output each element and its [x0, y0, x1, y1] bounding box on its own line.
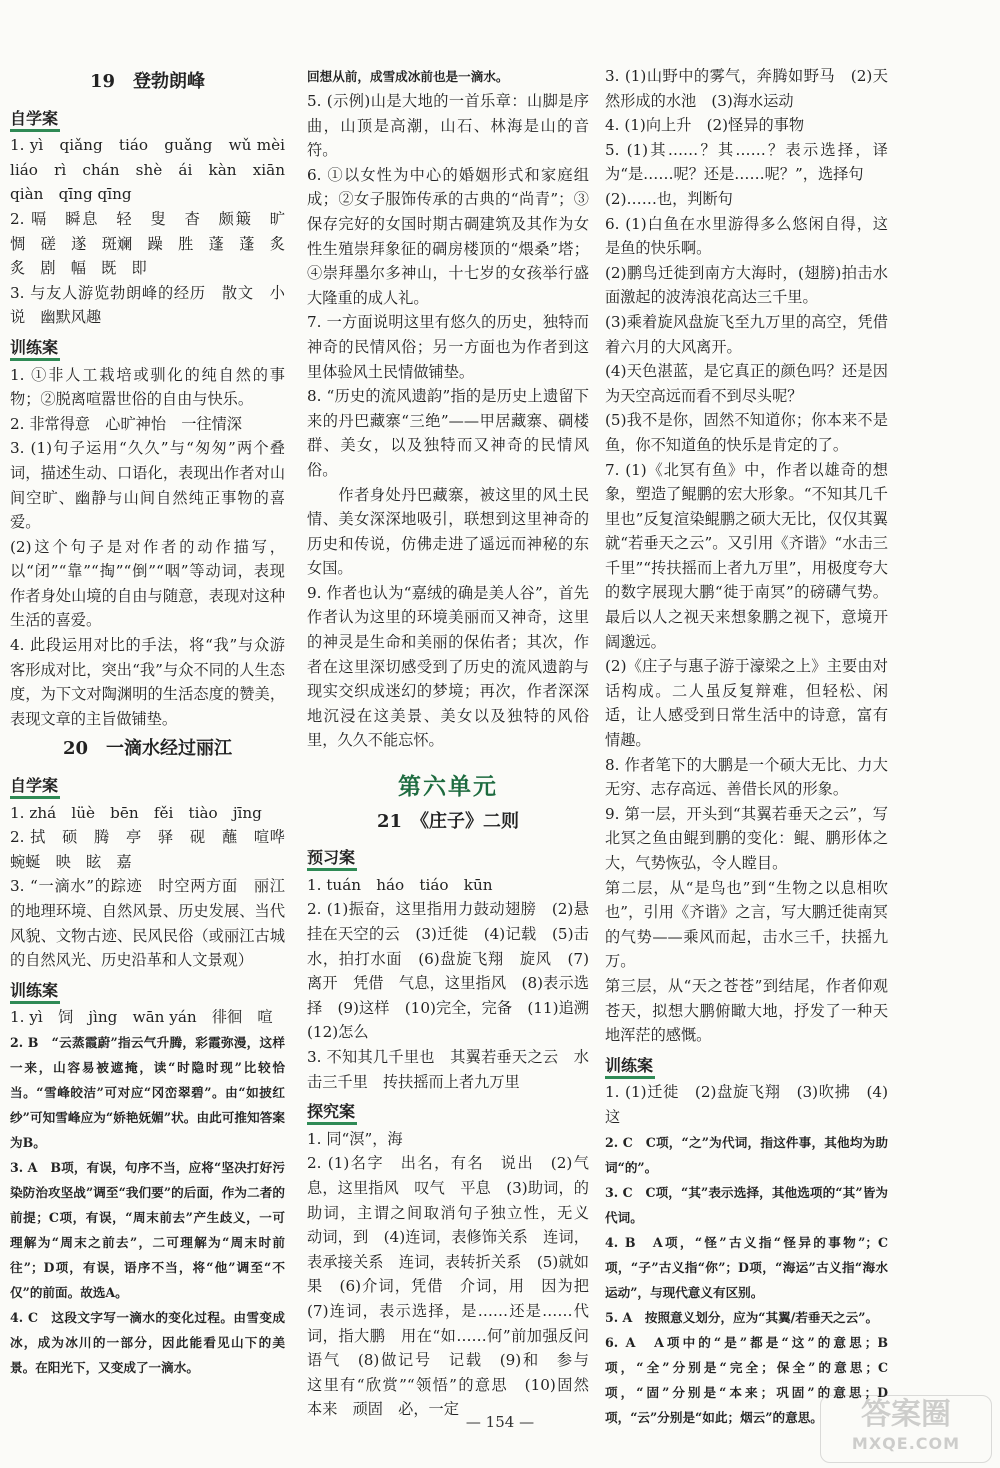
answer-paragraph: (2)……也，判断句 [605, 189, 733, 208]
answer-paragraph: 1. yì 饲 jìng wān yán 徘徊 喧 [10, 1008, 273, 1027]
answer-paragraph: 4. (1)向上升 (2)怪异的事物 [605, 116, 805, 135]
answer-paragraph: 6. A A项中的“是”都是“这”的意思；B项，“全”分别是“完全；保全”的意思；C项，“固”分别是“本来；巩固”的意思；D项，“云”分别是“如此；烟云”的意思。 [605, 1334, 888, 1425]
watermark-url: MXQE.COM [851, 1434, 961, 1453]
answer-paragraph: 1. 同“溟”，海 [307, 1129, 403, 1148]
answer-paragraph: 2. 嗝 瞬息 轻 叟 杳 颇簸 旷 惆 磋 遂 斑斓 躁 胜 蓬 蓬 炙 炙 剧 幅 既 即 [10, 209, 301, 278]
answer-paragraph: 4. 此段运用对比的手法，将“我”与众游客形成对比，突出“我”与众不同的人生态度，为下文对陶渊明的生活态度的赞美，表现文章的主旨做铺垫。 [10, 636, 285, 728]
column-middle [307, 64, 605, 1422]
answer-paragraph: 5. (1)其……？其……？表示选择，译为“是……呢？还是……呢？”，选择句 [605, 140, 888, 184]
answer-paragraph: 5. (示例)山是大地的一首乐章：山脚是序曲，山顶是高潮，山石、林海是山的音符。 [307, 92, 589, 160]
answer-paragraph: 3. 不知其几千里也 其翼若垂天之云 水击三千里 抟扶摇而上者九万里 [307, 1047, 589, 1091]
answer-paragraph: (2)鹏鸟迁徙到南方大海时，(翅膀)拍击水面激起的波涛浪花高达三千里。 [605, 263, 888, 307]
answer-paragraph: (2)这个句子是对作者的动作描写，以“闭”“靠”“掏”“倒”“咽”等动词，表现作者身处山境的自由与随意，表现对这种生活的喜爱。 [10, 537, 285, 630]
section-heading-text: 探究案 [307, 1102, 357, 1125]
answer-paragraph: 2. (1)振奋，这里指用力鼓动翅膀 (2)悬挂在天空的云 (3)迁徙 (4)记载 (5)击水，拍打水面 (6)盘旋飞翔 旋风 (7)离开 凭借 气息，这里指风 (8)表示选择 (9)这样 (10)完全，完备 (11)追溯 (12)怎么 [307, 900, 605, 1042]
answer-paragraph: 1. ①非人工栽培或驯化的纯自然的事物；②脱离喧嚣世俗的自由与快乐。 [10, 365, 285, 409]
answer-paragraph: 2. 拭 硕 腾 亭 驿 砚 蘸 喧哗 蜿蜒 映 眩 嘉 [10, 828, 301, 871]
answer-paragraph: 回想从前，成雪成冰前也是一滴水。 [307, 69, 509, 84]
lesson-title-text: 21 《庄子》二则 [376, 810, 520, 832]
answer-paragraph: 1. tuán háo tiáo kūn [307, 875, 493, 894]
answer-paragraph: 2. 非常得意 心旷神怡 一往情深 [10, 414, 242, 433]
unit-heading: 第六单元 [398, 774, 498, 801]
answer-paragraph: 第二层，从“是鸟也”到“生物之以息相吹也”，引用《齐谐》之言，写大鹏迁徙南冥的气势——乘风而起，击水三千，扶摇九万。 [605, 878, 888, 971]
section-heading [10, 107, 285, 132]
watermark-text: 答案圈 [861, 1397, 951, 1432]
section-heading-text: 训练案 [10, 338, 60, 361]
answer-paragraph: 7. 一方面说明这里有悠久的历史，独特而神奇的民情风俗；另一方面也为作者到这里体验风土民情做铺垫。 [307, 313, 589, 381]
section-heading-text: 自学案 [10, 776, 60, 799]
watermark-logo [820, 1395, 992, 1463]
section-heading [307, 846, 589, 871]
answer-paragraph: 3. (1)山野中的雾气，奔腾如野马 (2)天然形成的水池 (3)海水运动 [605, 67, 888, 110]
answer-paragraph: 2. C C项，“之”为代词，指这件事，其他均为助词“的”。 [605, 1134, 888, 1175]
answer-paragraph: 3. C C项，“其”表示选择，其他选项的“其”皆为代词。 [605, 1184, 888, 1225]
answer-paragraph: 8. 作者笔下的大鹏是一个硕大无比、力大无穷、志存高远、善借长风的形象。 [605, 755, 888, 799]
answer-paragraph: 作者身处丹巴藏寨，被这里的风土民情、美女深深地吸引，联想到这里神奇的历史和传说，仿佛走进了遥远而神秘的东女国。 [307, 485, 589, 578]
column-left [10, 64, 301, 1380]
lesson-title [307, 810, 589, 835]
section-heading-text: 预习案 [307, 848, 357, 871]
answer-paragraph: 1. (1)迁徙 (2)盘旋飞翔 (3)吹拂 (4)这 [605, 1083, 888, 1126]
answer-paragraph: 1. yì qiǎng tiáo guǎng wǔ mèi liáo rì chán shè ái kàn xiān qiàn qīng qīng [10, 136, 301, 204]
answer-paragraph: 3. 与友人游览勃朗峰的经历 散文 小说 幽默风趣 [10, 283, 285, 327]
page-number: — 154 — [465, 1413, 535, 1431]
answer-paragraph: 3. A B项，有误，句序不当，应将“坚决打好污染防治攻坚战”调至“我们要”的后面，作为二者的前提；C项，有误，“周末前去”产生歧义，一可理解为“周末之前去”，二可理解为“周末时前往”；D项，有误，语序不当，将“他”调至“不仅”的前面。故选A。 [10, 1159, 285, 1300]
section-heading [10, 979, 285, 1004]
answer-paragraph: 4. C 这段文字写一滴水的变化过程。由雪变成冰，成为冰川的一部分，因此能看见山下的美景。在阳光下，又变成了一滴水。 [10, 1309, 285, 1375]
section-heading [307, 1100, 589, 1125]
lesson-title [10, 737, 285, 762]
answer-paragraph: 8. “历史的流风遗韵”指的是历史上遗留下来的丹巴藏寨“三绝”——甲居藏寨、碉楼群、美女，以及独特而又神奇的民情风俗。 [307, 387, 589, 479]
section-heading-text: 训练案 [605, 1056, 655, 1079]
lesson-title [10, 70, 285, 95]
answer-paragraph: (4)天色湛蓝，是它真正的颜色吗？还是因为天空高远而看不到尽头呢？ [605, 362, 888, 405]
answer-paragraph: 3. “一滴水”的踪迹 时空两方面 丽江的地理环境、自然风景、历史发展、当代风貌、文物古迹、民风民俗（或丽江古城的自然风光、历史沿革和人文景观） [10, 877, 285, 970]
answer-paragraph: 第三层，从“天之苍苍”到结尾，作者仰观苍天，拟想大鹏俯瞰大地，抒发了一种天地浑茫的感慨。 [605, 976, 888, 1045]
answer-paragraph: 2. B “云蒸霞蔚”指云气升腾，彩霞弥漫，这样一来，山容易被遮掩，读“时隐时现”比较恰当。“雪峰皎洁”可对应“冈峦翠碧”。由“如披红纱”可知雪峰应为“娇艳妩媚”状。由此可推知答案为B。 [10, 1034, 285, 1150]
section-heading [10, 774, 285, 799]
answer-paragraph: 9. 第一层，开头到“其翼若垂天之云”，写北冥之鱼由鲲到鹏的变化：鲲、鹏形体之大，气势恢弘，令人瞠目。 [605, 804, 888, 872]
section-heading [605, 1054, 888, 1079]
answer-paragraph: (5)我不是你，固然不知道你；你本来不是鱼，你不知道鱼的快乐是肯定的了。 [605, 411, 888, 454]
answer-paragraph: 5. A 按照意义划分，应为“其翼/若垂天之云”。 [605, 1309, 879, 1325]
answer-paragraph: (3)乘着旋风盘旋飞至九万里的高空，凭借着六月的大风离开。 [605, 312, 888, 356]
answer-paragraph: 1. zhá lüè bēn fěi tiào jīng [10, 803, 262, 822]
lesson-title-text: 19 登勃朗峰 [89, 71, 206, 92]
answer-paragraph: 4. B A项，“怪”古义指“怪异的事物”；C项，“子”古义指“你”；D项，“海运”古义指“海水运动”，与现代意义有区别。 [605, 1234, 888, 1300]
lesson-title-text: 20 一滴水经过丽江 [62, 738, 233, 760]
answer-paragraph: 6. ①以女性为中心的婚姻形式和家庭组成；②女子服饰传承的古典的“尚青”；③保存完好的女国时期古碉建筑及其作为女性生殖崇拜象征的碉房楼顶的“煨桑”塔；④崇拜墨尔多神山，十七岁的女孩举行盛大隆重的成人礼。 [307, 165, 589, 307]
column-right [605, 64, 888, 1430]
section-heading-text: 自学案 [10, 109, 60, 132]
answer-paragraph: (2)《庄子与惠子游于濠梁之上》主要由对话构成。二人虽反复辩难，但轻松、闲适，让人感受到日常生活中的诗意，富有情趣。 [605, 657, 888, 750]
section-heading-text: 训练案 [10, 981, 60, 1004]
answer-paragraph: 7. (1)《北冥有鱼》中，作者以雄奇的想象，塑造了鲲鹏的宏大形象。“不知其几千里也”反复渲染鲲鹏之硕大无比，仅仅其翼就“若垂天之云”。又引用《齐谐》“水击三千里”“抟扶摇而上者九万里”，用极度夸大的数字展现大鹏“徙于南冥”的磅礴气势。最后以人之视天来想象鹏之视下，意境开阔邈远。 [605, 460, 888, 651]
answer-paragraph: 9. 作者也认为“嘉绒的确是美人谷”，首先作者认为这里的环境美丽而又神奇，这里的神灵是生命和美丽的保佑者；其次，作者在这里深切感受到了历史的流风遗韵与现实交织成迷幻的梦境；再次，作者深深地沉浸在这美景、美女以及独特的风俗里，久久不能忘怀。 [307, 583, 589, 750]
answer-paragraph: 3. (1)句子运用“久久”与“匆匆”两个叠词，描述生动、口语化，表现出作者对山间空旷、幽静与山间自然纯正事物的喜爱。 [10, 439, 285, 532]
answer-paragraph: 6. (1)白鱼在水里游得多么悠闲自得，这是鱼的快乐啊。 [605, 214, 888, 258]
answer-paragraph: 2. (1)名字 出名，有名 说出 (2)气息，这里指风 叹气 平息 (3)助词，的 助词，主谓之间取消句子独立性，无义 动词，到 (4)连词，表修饰关系 连词，表承接关系 连词，表转折关系 (5)就如果 (6)介词，凭借 介词，用 因为把 (7)连词，表示选择，是……还是……代词，指大鹏 用在“如……何”前加强反问语气 (8)做记号 记载 (9)和 参与 这里有“欣赏”“领悟”的意思 (10)固然 本来 顽固 必，一定 [307, 1154, 605, 1419]
section-heading [10, 336, 285, 361]
